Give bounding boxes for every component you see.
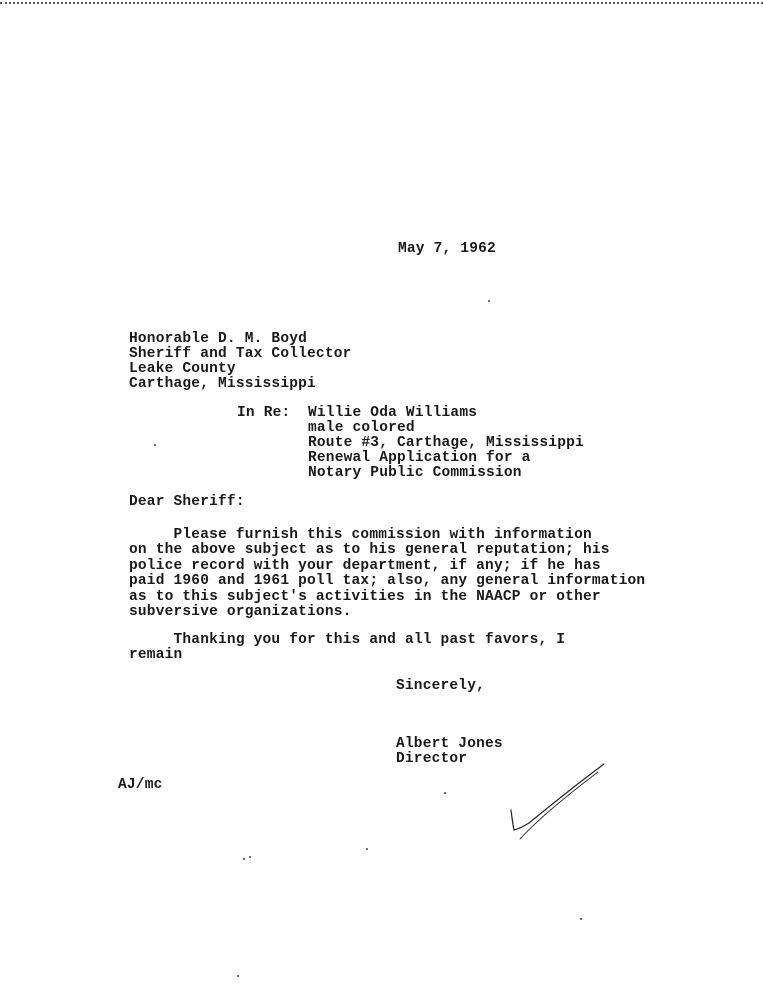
typist-initials: AJ/mc — [118, 777, 163, 793]
re-line: Renewal Application for a — [308, 450, 531, 466]
scan-speck — [488, 300, 490, 302]
recipient-address — [129, 332, 352, 392]
re-line: Notary Public Commission — [308, 465, 522, 481]
body-paragraph-1 — [129, 528, 645, 620]
paragraph-line: subversive organizations. — [129, 604, 352, 621]
page-top-edge — [0, 2, 763, 4]
scan-speck — [237, 975, 239, 977]
recipient-line: Sheriff and Tax Collector — [129, 346, 352, 362]
salutation: Dear Sheriff: — [129, 494, 245, 510]
recipient-line: Carthage, Mississippi — [129, 376, 316, 392]
scan-speck — [366, 848, 368, 850]
paragraph-line: paid 1960 and 1961 poll tax; also, any general information — [129, 573, 646, 590]
recipient-line: Honorable D. M. Boyd — [129, 331, 308, 347]
scan-speck — [243, 858, 245, 860]
signature-name: Albert Jones — [396, 736, 503, 752]
paragraph-line: Thanking you for this and all past favors, I — [129, 632, 566, 648]
scan-speck — [580, 918, 582, 920]
body-paragraph-2 — [129, 633, 565, 663]
scan-speck — [154, 444, 156, 446]
scan-speck — [249, 856, 251, 858]
handwritten-checkmark-icon — [505, 760, 615, 845]
paragraph-line: on the above subject as to his general reputation; his — [129, 542, 610, 559]
scan-speck — [444, 792, 446, 794]
paragraph-line: remain — [129, 647, 183, 663]
signature-block — [396, 737, 503, 767]
recipient-line: Leake County — [129, 361, 236, 377]
paragraph-line: police record with your department, if any; if he has — [129, 557, 601, 574]
re-line: Willie Oda Williams — [308, 405, 478, 421]
re-line: male colored — [308, 420, 415, 436]
re-label: In Re: — [237, 405, 291, 421]
re-line: Route #3, Carthage, Mississippi — [308, 435, 584, 451]
closing: Sincerely, — [396, 678, 486, 694]
re-subject-block — [308, 406, 584, 481]
letter-date: May 7, 1962 — [398, 241, 496, 257]
paragraph-line: Please furnish this commission with information — [129, 527, 592, 543]
paragraph-line: as to this subject's activities in the NAACP or other — [129, 588, 601, 605]
signature-title: Director — [396, 751, 468, 767]
